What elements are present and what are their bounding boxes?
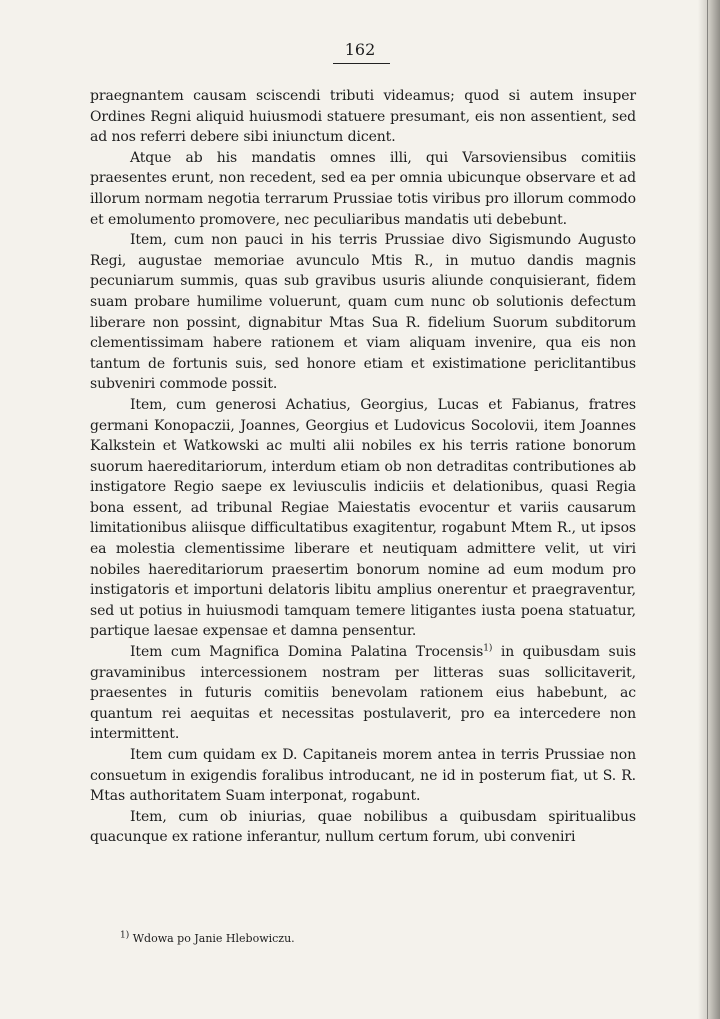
paragraph-5-rest: in quibusdam suis gravaminibus intercessionem nostram per litteras suas sollicitaverit, praesentes in futuris comitiis benevolam rationem eius habebunt, ac quantum rei aequitas et necessitas postulaverit, pro ea intercedere non intermittent. [90,644,636,743]
paragraph-6: Item cum quidam ex D. Capitaneis morem antea in terris Prussiae non consuetum in exigendis foralibus introducant, ne id in posterum fiat, ut S. R. Mtas authoritatem Suam interponat, rogabunt. [90,747,636,805]
page-number-rule [333,63,390,64]
paragraph-3: Item, cum non pauci in his terris Prussiae divo Sigismundo Augusto Regi, augustae memoriae avunculo Mtis R., in mutuo dandis magnis pecuniarum summis, quas sub gravibus usuris aliunde conquisierant, fidem suam probare humilime voluerunt, quam cum nunc ob solutionis defectum liberare non possint, dignabitur Mtas Sua R. fidelium Suorum subditorum clementissimam habere rationem et viam aliquam invenire, qua eis non tantum de fortunis suis, sed honore etiam et existimatione periclitantibus subveniri commode possit. [90,232,636,393]
paragraph-5-start: Item cum Magnifica Domina Palatina Trocensis [130,644,484,661]
paragraph-2: Atque ab his mandatis omnes illi, qui Varsoviensibus comitiis praesentes erunt, non recedent, sed ea per omnia ubicunque observare et ad illorum normam negotia terrarum Prussiae totis viribus pro illorum commodo et emolumento promovere, nec peculiaribus mandatis uti debebunt. [90,149,636,228]
page-edge-shadow [698,0,720,1019]
paragraph-4: Item, cum generosi Achatius, Georgius, Lucas et Fabianus, fratres germani Konopaczii, Joannes, Georgius et Ludovicus Socolovii, item Joannes Kalkstein et Watkowski ac multi alii nobiles ex his terris ratione bonorum suorum haereditariorum, interdum etiam ob non detraditas contributiones ab instigatore Regio saepe ex leviusculis indiciis et delationibus, quasi Regia bona essent, ad tribunal Regiae Maiestatis evocentur et variis causarum limitationibus aliisque difficultatibus exagitentur, rogabunt Mtem R., ut ipsos ea molestia clementissime liberare et neutiquam admittere velit, ut viri nobiles haereditariorum praesertim bonorum nomine ad eum modum pro instigatoris et importuni delatoris libitu amplius onerentur et praegraventur, sed ut potius in huiusmodi tamquam temere litigantes iusta poena statuatur, partique laesae expensae et damna pensentur. [90,396,636,640]
paragraph-7: Item, cum ob iniurias, quae nobilibus a quibusdam spiritualibus quacunque ex ratione inferantur, nullum certum forum, ubi conveniri [90,808,636,846]
footnote-reference: 1) [483,643,493,654]
paragraph-1: praegnantem causam sciscendi tributi videamus; quod si autem insuper Ordines Regni aliquid huiusmodi statuere presumant, eis non assentient, sed ad nos referri debere sibi iniunctum dicent. [90,88,636,146]
paragraph-5 [90,642,636,745]
footnote-mark: 1) [120,930,130,941]
page-edge-line [707,0,708,1019]
footnote-text: Wdowa po Janie Hlebowiczu. [129,932,295,945]
footnote [120,932,640,946]
page-number: 162 [344,40,376,59]
main-text [90,86,636,848]
